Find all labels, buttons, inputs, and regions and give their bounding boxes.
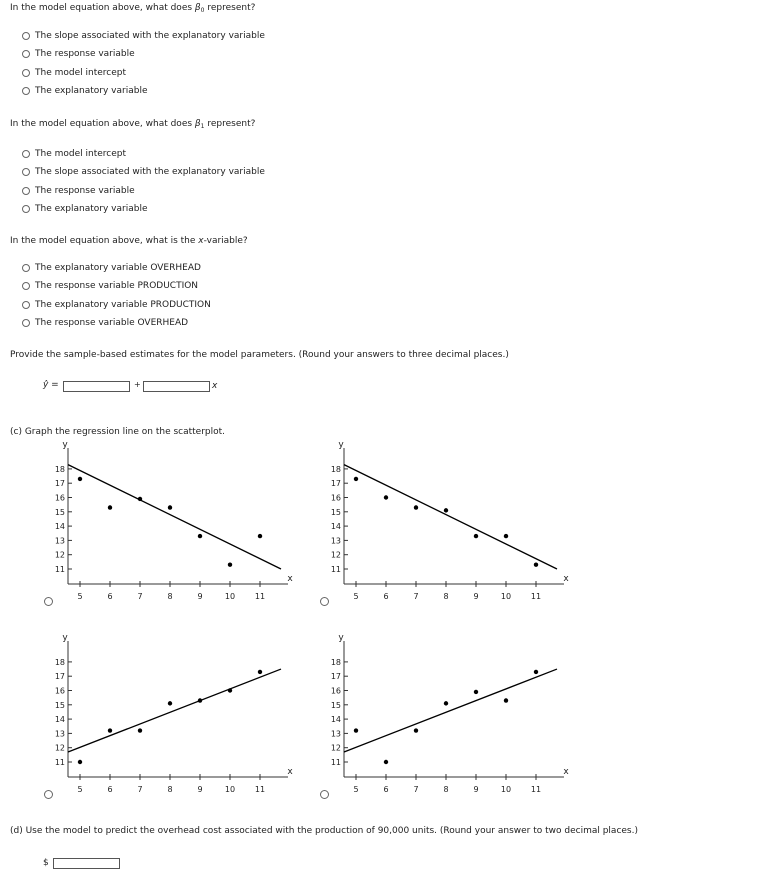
y-axis-label: y (338, 633, 344, 643)
y-tick-label: 18 (330, 464, 341, 474)
data-point (228, 563, 232, 567)
radio-icon[interactable] (22, 168, 30, 176)
x-tick-label: 8 (443, 592, 449, 601)
y-tick-label: 13 (54, 729, 65, 739)
x-tick-label: 7 (413, 785, 419, 794)
y-tick-label: 12 (54, 743, 65, 753)
y-tick-label: 13 (54, 536, 65, 546)
data-point (384, 760, 388, 764)
regression-line (68, 465, 281, 569)
y-tick-label: 14 (330, 522, 341, 532)
data-point (78, 760, 82, 764)
x-tick-label: 8 (167, 592, 173, 601)
x-tick-label: 6 (383, 592, 389, 601)
x-tick-label: 10 (500, 785, 512, 794)
regression-line (344, 465, 557, 569)
y-axis-label: y (62, 633, 68, 643)
data-point (138, 497, 142, 501)
option-q3-c[interactable]: The explanatory variable PRODUCTION (22, 300, 211, 310)
x-axis-label: x (563, 574, 569, 584)
y-tick-label: 12 (330, 743, 341, 753)
y-tick-label: 16 (330, 493, 341, 503)
radio-icon[interactable] (22, 282, 30, 290)
x-tick-label: 5 (77, 785, 83, 794)
option-q1-d[interactable]: The explanatory variable (22, 86, 147, 96)
x-tick-label: 6 (107, 785, 113, 794)
data-point (78, 477, 82, 481)
x-tick-label: 5 (353, 592, 359, 601)
data-point (138, 728, 142, 732)
x-tick-label: 6 (383, 785, 389, 794)
x-tick-label: 11 (254, 592, 266, 601)
regression-line (344, 669, 557, 752)
y-tick-label: 15 (54, 507, 65, 517)
y-tick-label: 15 (54, 700, 65, 710)
x-tick-label: 9 (473, 785, 479, 794)
data-point (504, 534, 508, 538)
y-tick-label: 17 (330, 479, 341, 489)
option-q2-d[interactable]: The explanatory variable (22, 204, 147, 214)
option-q2-b[interactable]: The slope associated with the explanatory variable (22, 167, 265, 177)
data-point (258, 534, 262, 538)
y-tick-label: 17 (330, 672, 341, 682)
y-tick-label: 15 (330, 507, 341, 517)
option-q1-c[interactable]: The model intercept (22, 68, 126, 78)
radio-icon[interactable] (22, 87, 30, 95)
y-tick-label: 11 (330, 758, 341, 767)
option-q3-d[interactable]: The response variable OVERHEAD (22, 318, 188, 328)
b0-input[interactable] (63, 381, 130, 392)
x-tick-label: 11 (530, 785, 542, 794)
x-tick-label: 9 (197, 785, 203, 794)
data-point (354, 728, 358, 732)
x-tick-label: 10 (224, 592, 236, 601)
x-variable-label: x (212, 381, 218, 391)
x-tick-label: 10 (224, 785, 236, 794)
data-point (108, 728, 112, 732)
radio-icon[interactable] (22, 264, 30, 272)
plus-sign: + (134, 380, 141, 389)
x-tick-label: 10 (500, 592, 512, 601)
y-tick-label: 16 (54, 686, 65, 696)
y-tick-label: 17 (54, 479, 65, 489)
y-tick-label: 16 (330, 686, 341, 696)
y-tick-label: 18 (54, 464, 65, 474)
radio-icon[interactable] (22, 50, 30, 58)
estimates-prompt: Provide the sample-based estimates for the model parameters. (Round your answers to three decimal places.) (10, 350, 509, 360)
data-point (354, 477, 358, 481)
y-tick-label: 18 (54, 657, 65, 667)
y-tick-label: 13 (330, 536, 341, 546)
data-point (258, 670, 262, 674)
data-point (168, 701, 172, 705)
y-tick-label: 12 (330, 550, 341, 560)
y-axis-label: y (338, 440, 344, 450)
y-tick-label: 16 (54, 493, 65, 503)
currency-symbol: $ (43, 858, 49, 868)
x-tick-label: 7 (413, 592, 419, 601)
question-beta1: In the model equation above, what does $\beta_1$ represent? (10, 119, 256, 130)
y-tick-label: 14 (54, 715, 65, 725)
option-q3-b[interactable]: The response variable PRODUCTION (22, 281, 198, 291)
option-q2-c[interactable]: The response variable (22, 186, 135, 196)
x-tick-label: 6 (107, 592, 113, 601)
data-point (108, 505, 112, 509)
radio-icon[interactable] (22, 69, 30, 77)
y-tick-label: 11 (54, 565, 65, 574)
x-tick-label: 5 (353, 785, 359, 794)
x-tick-label: 8 (443, 785, 449, 794)
data-point (534, 670, 538, 674)
radio-icon[interactable] (22, 205, 30, 213)
scatterplot-1 (50, 436, 300, 616)
x-tick-label: 7 (137, 785, 143, 794)
y-tick-label: 15 (330, 700, 341, 710)
scatterplot-4 (326, 629, 576, 809)
y-tick-label: 14 (330, 715, 341, 725)
x-tick-label: 11 (254, 785, 266, 794)
data-point (198, 534, 202, 538)
option-q2-a[interactable]: The model intercept (22, 149, 126, 159)
data-point (504, 698, 508, 702)
data-point (444, 508, 448, 512)
data-point (444, 701, 448, 705)
data-point (534, 563, 538, 567)
scatterplot-3 (50, 629, 300, 809)
radio-icon[interactable] (22, 150, 30, 158)
data-point (414, 728, 418, 732)
data-point (198, 698, 202, 702)
option-q3-a[interactable]: The explanatory variable OVERHEAD (22, 263, 201, 273)
data-point (168, 505, 172, 509)
yhat-label: ŷ = (43, 380, 59, 390)
part-d-label: (d) Use the model to predict the overhead cost associated with the production of 90,000 units. (Round your answer to two decimal places.) (10, 826, 638, 836)
x-tick-label: 9 (473, 592, 479, 601)
x-axis-label: x (563, 767, 569, 777)
regression-line (68, 669, 281, 752)
x-tick-label: 11 (530, 592, 542, 601)
scatterplot-2 (326, 436, 576, 616)
part-c-label: (c) Graph the regression line on the scatterplot. (10, 427, 226, 437)
data-point (384, 495, 388, 499)
option-q1-a[interactable]: The slope associated with the explanatory variable (22, 31, 265, 41)
x-tick-label: 8 (167, 785, 173, 794)
option-q1-b[interactable]: The response variable (22, 49, 135, 59)
y-tick-label: 13 (330, 729, 341, 739)
radio-icon[interactable] (22, 301, 30, 309)
data-point (474, 690, 478, 694)
y-tick-label: 11 (330, 565, 341, 574)
data-point (228, 688, 232, 692)
data-point (474, 534, 478, 538)
radio-icon[interactable] (22, 32, 30, 40)
question-beta0: In the model equation above, what does $\beta_0$ represent? (10, 3, 256, 14)
x-tick-label: 5 (77, 592, 83, 601)
x-tick-label: 7 (137, 592, 143, 601)
radio-icon[interactable] (22, 187, 30, 195)
x-axis-label: x (287, 574, 293, 584)
data-point (414, 505, 418, 509)
question-x-variable: In the model equation above, what is the x-variable? (10, 236, 248, 246)
y-tick-label: 11 (54, 758, 65, 767)
y-tick-label: 14 (54, 522, 65, 532)
y-axis-label: y (62, 440, 68, 450)
radio-icon[interactable] (22, 319, 30, 327)
prediction-input[interactable] (53, 858, 120, 869)
x-tick-label: 9 (197, 592, 203, 601)
y-tick-label: 18 (330, 657, 341, 667)
y-tick-label: 17 (54, 672, 65, 682)
x-axis-label: x (287, 767, 293, 777)
y-tick-label: 12 (54, 550, 65, 560)
b1-input[interactable] (143, 381, 210, 392)
